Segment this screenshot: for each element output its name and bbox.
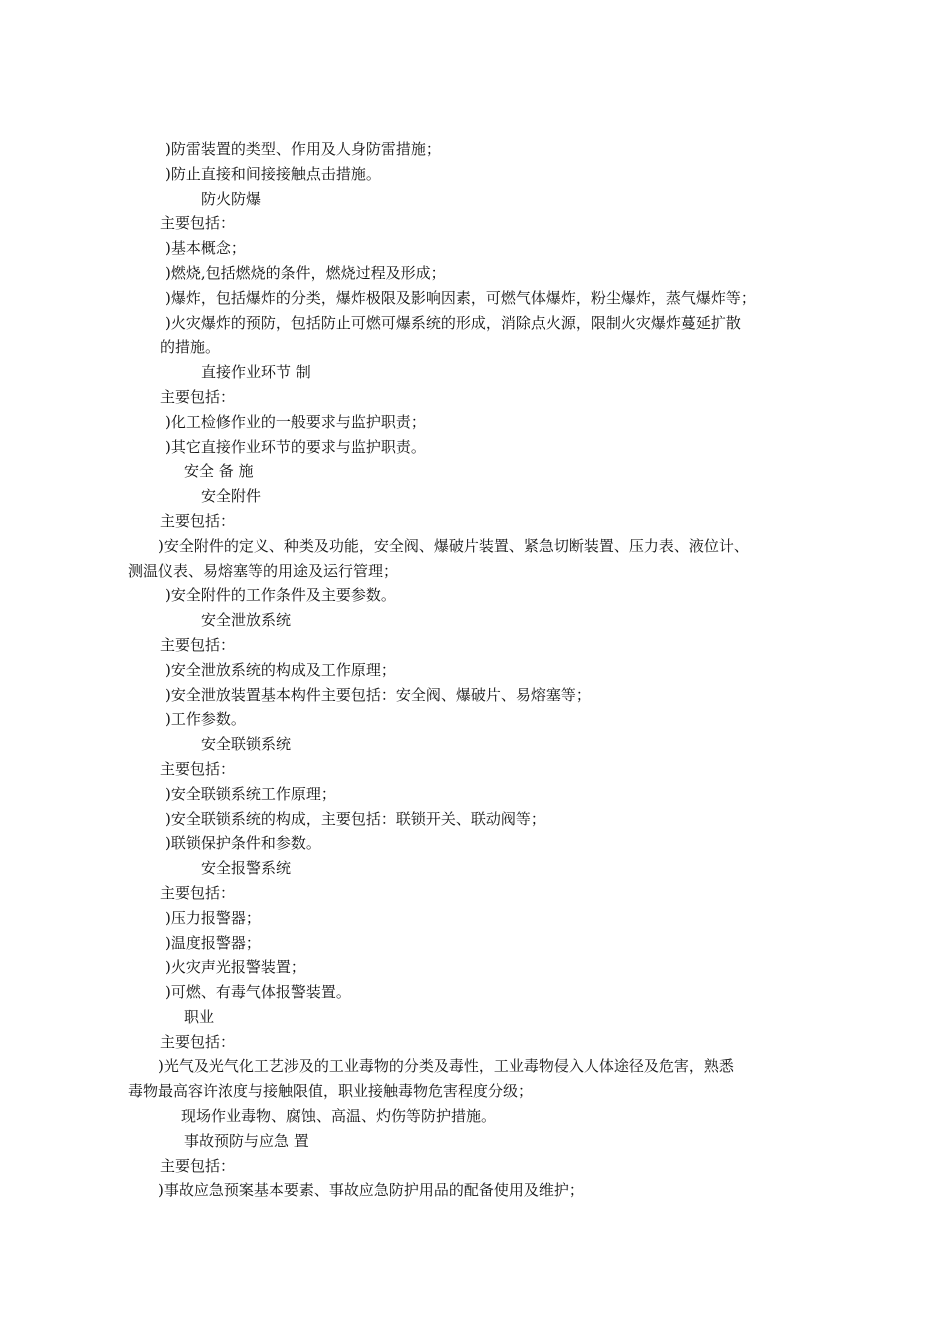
section-heading: 安全报警系统 bbox=[201, 859, 292, 878]
list-item: 现场作业毒物、腐蚀、高温、灼伤等防护措施。 bbox=[181, 1107, 497, 1126]
list-item: )防止直接和间接接触点击措施。 bbox=[165, 164, 381, 183]
list-item: )安全附件的定义、种类及功能，安全阀、爆破片装置、紧急切断装置、压力表、液位计、 bbox=[158, 536, 749, 555]
includes-label: 主要包括： bbox=[160, 1032, 236, 1051]
list-item: )事故应急预案基本要素、事故应急防护用品的配备使用及维护； bbox=[158, 1181, 584, 1200]
section-heading: 安全联锁系统 bbox=[201, 735, 292, 754]
list-item: )火灾爆炸的预防，包括防止可燃可爆系统的形成，消除点火源，限制火灾爆炸蔓延扩散 bbox=[165, 313, 741, 332]
list-item: )燃烧,包括燃烧的条件，燃烧过程及形成； bbox=[165, 263, 446, 282]
chapter-heading: 职业 bbox=[184, 1007, 215, 1026]
section-heading: 安全附件 bbox=[201, 487, 262, 506]
list-item: )联锁保护条件和参数。 bbox=[165, 834, 321, 853]
includes-label: 主要包括： bbox=[160, 1156, 236, 1175]
section-heading: 安全泄放系统 bbox=[201, 611, 292, 630]
includes-label: 主要包括： bbox=[160, 635, 236, 654]
list-item: )温度报警器； bbox=[165, 933, 261, 952]
includes-label: 主要包括： bbox=[160, 511, 236, 530]
document-body bbox=[0, 137, 950, 1203]
list-item-continuation: 测温仪表、易熔塞等的用途及运行管理； bbox=[128, 561, 399, 580]
list-item: )安全泄放系统的构成及工作原理； bbox=[165, 660, 396, 679]
list-item: )化工检修作业的一般要求与监护职责； bbox=[165, 412, 426, 431]
list-item: )安全附件的工作条件及主要参数。 bbox=[165, 586, 396, 605]
list-item: )安全泄放装置基本构件主要包括：安全阀、爆破片、易熔塞等； bbox=[165, 685, 591, 704]
list-item-continuation: 毒物最高容许浓度与接触限值，职业接触毒物危害程度分级； bbox=[128, 1082, 534, 1101]
list-item: )安全联锁系统的构成，主要包括：联锁开关、联动阀等； bbox=[165, 809, 546, 828]
list-item: )可燃、有毒气体报警装置。 bbox=[165, 983, 351, 1002]
list-item: )爆炸，包括爆炸的分类，爆炸极限及影响因素，可燃气体爆炸，粉尘爆炸，蒸气爆炸等； bbox=[165, 288, 756, 307]
list-item-continuation: 的措施。 bbox=[160, 338, 221, 357]
list-item: )其它直接作业环节的要求与监护职责。 bbox=[165, 437, 426, 456]
includes-label: 主要包括： bbox=[160, 387, 236, 406]
includes-label: 主要包括： bbox=[160, 883, 236, 902]
includes-label: 主要包括： bbox=[160, 214, 236, 233]
list-item: )工作参数。 bbox=[165, 710, 246, 729]
list-item: )光气及光气化工艺涉及的工业毒物的分类及毒性，工业毒物侵入人体途径及危害，熟悉 bbox=[158, 1057, 734, 1076]
chapter-heading: 安全 备 施 bbox=[184, 462, 254, 481]
list-item: )防雷装置的类型、作用及人身防雷措施； bbox=[165, 140, 441, 158]
chapter-heading: 事故预防与应急 置 bbox=[184, 1131, 309, 1150]
list-item: )基本概念； bbox=[165, 239, 246, 258]
includes-label: 主要包括： bbox=[160, 759, 236, 778]
list-item: )安全联锁系统工作原理； bbox=[165, 784, 336, 803]
list-item: )火灾声光报警装置； bbox=[165, 958, 306, 977]
list-item: )压力报警器； bbox=[165, 908, 261, 927]
section-heading: 防火防爆 bbox=[201, 189, 262, 208]
section-heading: 直接作业环节 制 bbox=[201, 363, 311, 382]
